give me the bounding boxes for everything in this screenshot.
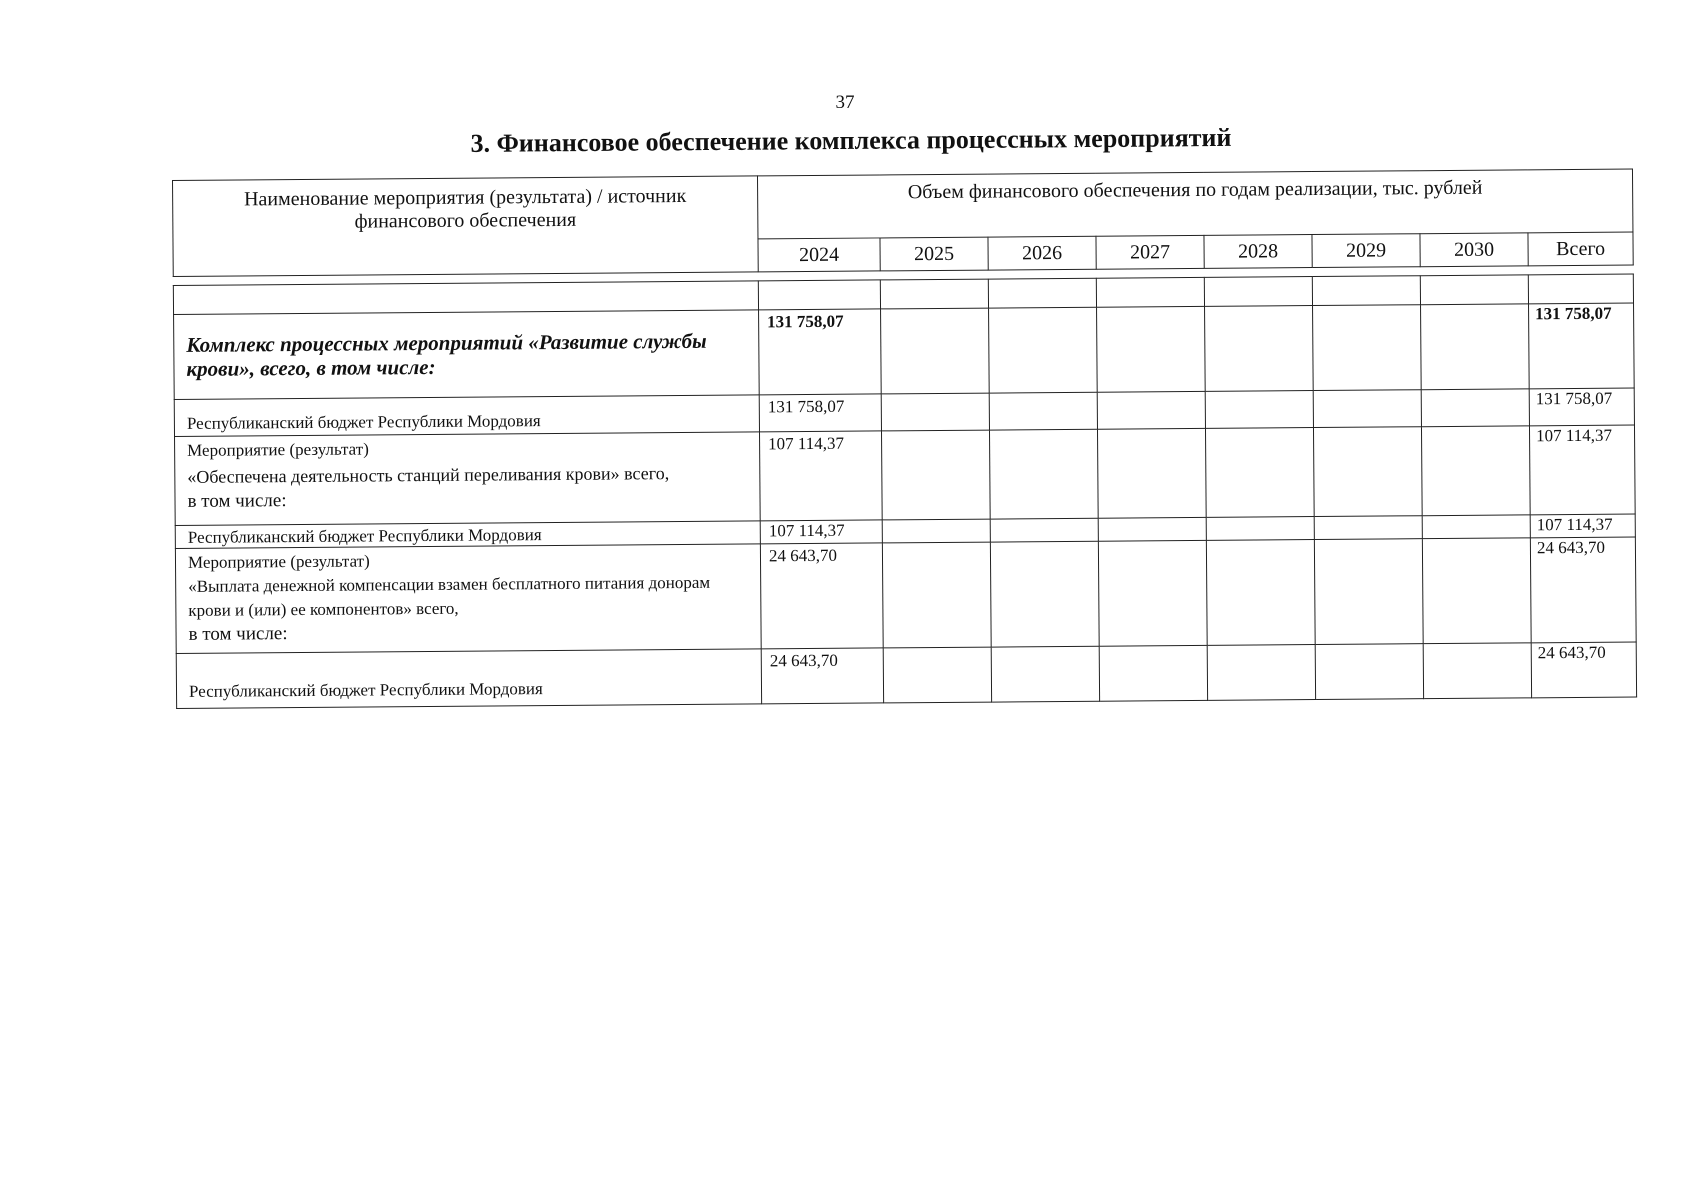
row-name: Республиканский бюджет Республики Мордовия bbox=[176, 649, 761, 709]
event-label: Мероприятие (результат) bbox=[187, 439, 369, 460]
value-2029 bbox=[1314, 539, 1423, 645]
value-2027 bbox=[1098, 540, 1207, 646]
column-number bbox=[758, 280, 880, 310]
value-2027 bbox=[1097, 306, 1206, 392]
column-number bbox=[1528, 274, 1633, 304]
header-year-2029: 2029 bbox=[1312, 234, 1420, 268]
value-2030 bbox=[1422, 515, 1530, 539]
value-2025 bbox=[881, 430, 990, 520]
table-row-complex-total bbox=[174, 303, 1635, 399]
value-2024: 24 643,70 bbox=[761, 648, 883, 704]
value-2024: 131 758,07 bbox=[759, 394, 881, 432]
value-2028 bbox=[1207, 645, 1315, 701]
row-name: Республиканский бюджет Республики Мордовия bbox=[174, 395, 759, 437]
value-total: 131 758,07 bbox=[1529, 388, 1634, 426]
value-total: 107 114,37 bbox=[1529, 425, 1635, 515]
column-number bbox=[988, 278, 1096, 308]
value-2030 bbox=[1423, 643, 1531, 699]
column-number bbox=[1096, 277, 1204, 307]
value-total: 24 643,70 bbox=[1530, 537, 1636, 643]
column-number bbox=[1204, 277, 1312, 307]
value-2028 bbox=[1205, 428, 1314, 518]
value-2025 bbox=[882, 519, 990, 543]
table-row-event bbox=[175, 537, 1636, 653]
financing-table-wrapper bbox=[172, 169, 1636, 709]
event-description: «Обеспечена деятельность станций переливания крови» всего, bbox=[187, 462, 670, 487]
row-name bbox=[175, 544, 761, 654]
value-2030 bbox=[1421, 426, 1530, 516]
event-label: Мероприятие (результат) bbox=[187, 551, 370, 572]
value-2028 bbox=[1205, 391, 1313, 429]
header-year-2027: 2027 bbox=[1096, 235, 1204, 269]
value-2030 bbox=[1422, 538, 1531, 644]
header-total: Всего bbox=[1528, 232, 1633, 266]
row-name: Комплекс процессных мероприятий «Развитие службы крови», всего, в том числе: bbox=[174, 310, 760, 400]
page-number: 37 bbox=[835, 92, 855, 113]
row-name bbox=[175, 432, 761, 526]
header-name-column: Наименование мероприятия (результата) / источник финансового обеспечения bbox=[173, 176, 759, 277]
header-year-2026: 2026 bbox=[988, 236, 1096, 270]
value-2029 bbox=[1315, 644, 1423, 700]
table-row-event bbox=[175, 425, 1636, 525]
value-2025 bbox=[883, 647, 991, 703]
value-2026 bbox=[991, 646, 1099, 702]
value-2025 bbox=[882, 542, 991, 648]
event-including: в том числе: bbox=[188, 622, 288, 645]
value-2029 bbox=[1314, 516, 1422, 540]
value-total: 131 758,07 bbox=[1529, 303, 1635, 389]
value-2026 bbox=[989, 307, 1098, 393]
table-row-budget bbox=[176, 642, 1636, 708]
value-2027 bbox=[1098, 517, 1206, 541]
financing-table bbox=[172, 169, 1637, 709]
value-2027 bbox=[1097, 428, 1206, 518]
value-2024: 107 114,37 bbox=[760, 520, 882, 544]
value-2029 bbox=[1313, 305, 1422, 391]
section-title: 3. Финансовое обеспечение комплекса процессных мероприятий bbox=[470, 122, 1232, 158]
value-2027 bbox=[1099, 645, 1207, 701]
event-description: «Выплата денежной компенсации взамен бесплатного питания донорам крови и (или) ее компонентов» всего, bbox=[188, 572, 711, 621]
row-name: Республиканский бюджет Республики Мордовия bbox=[175, 521, 760, 549]
value-2028 bbox=[1206, 517, 1314, 541]
header-row-group bbox=[173, 169, 1633, 243]
header-year-2030: 2030 bbox=[1420, 233, 1528, 267]
value-2030 bbox=[1421, 389, 1529, 427]
column-number bbox=[1420, 275, 1528, 305]
value-2030 bbox=[1421, 304, 1530, 390]
column-number bbox=[1312, 276, 1420, 306]
value-2026 bbox=[989, 429, 1098, 519]
value-2025 bbox=[881, 393, 989, 431]
header-year-2024: 2024 bbox=[758, 238, 880, 272]
value-total: 107 114,37 bbox=[1530, 514, 1635, 538]
value-2026 bbox=[990, 518, 1098, 542]
column-number bbox=[173, 281, 758, 315]
value-2029 bbox=[1313, 390, 1421, 428]
value-2026 bbox=[990, 541, 1099, 647]
value-2026 bbox=[989, 392, 1097, 430]
event-including: в том числе: bbox=[187, 490, 287, 513]
value-total: 24 643,70 bbox=[1531, 642, 1636, 698]
value-2024: 107 114,37 bbox=[759, 431, 882, 521]
value-2028 bbox=[1206, 540, 1315, 646]
value-2024: 131 758,07 bbox=[759, 309, 882, 395]
value-2027 bbox=[1097, 391, 1205, 429]
header-year-2025: 2025 bbox=[880, 237, 988, 271]
value-2029 bbox=[1313, 427, 1422, 517]
header-year-2028: 2028 bbox=[1204, 235, 1312, 269]
value-2028 bbox=[1205, 306, 1314, 392]
value-2025 bbox=[881, 308, 990, 394]
header-funding-group: Объем финансового обеспечения по годам реализации, тыс. рублей bbox=[757, 169, 1633, 239]
column-number bbox=[880, 279, 988, 309]
value-2024: 24 643,70 bbox=[760, 543, 883, 649]
